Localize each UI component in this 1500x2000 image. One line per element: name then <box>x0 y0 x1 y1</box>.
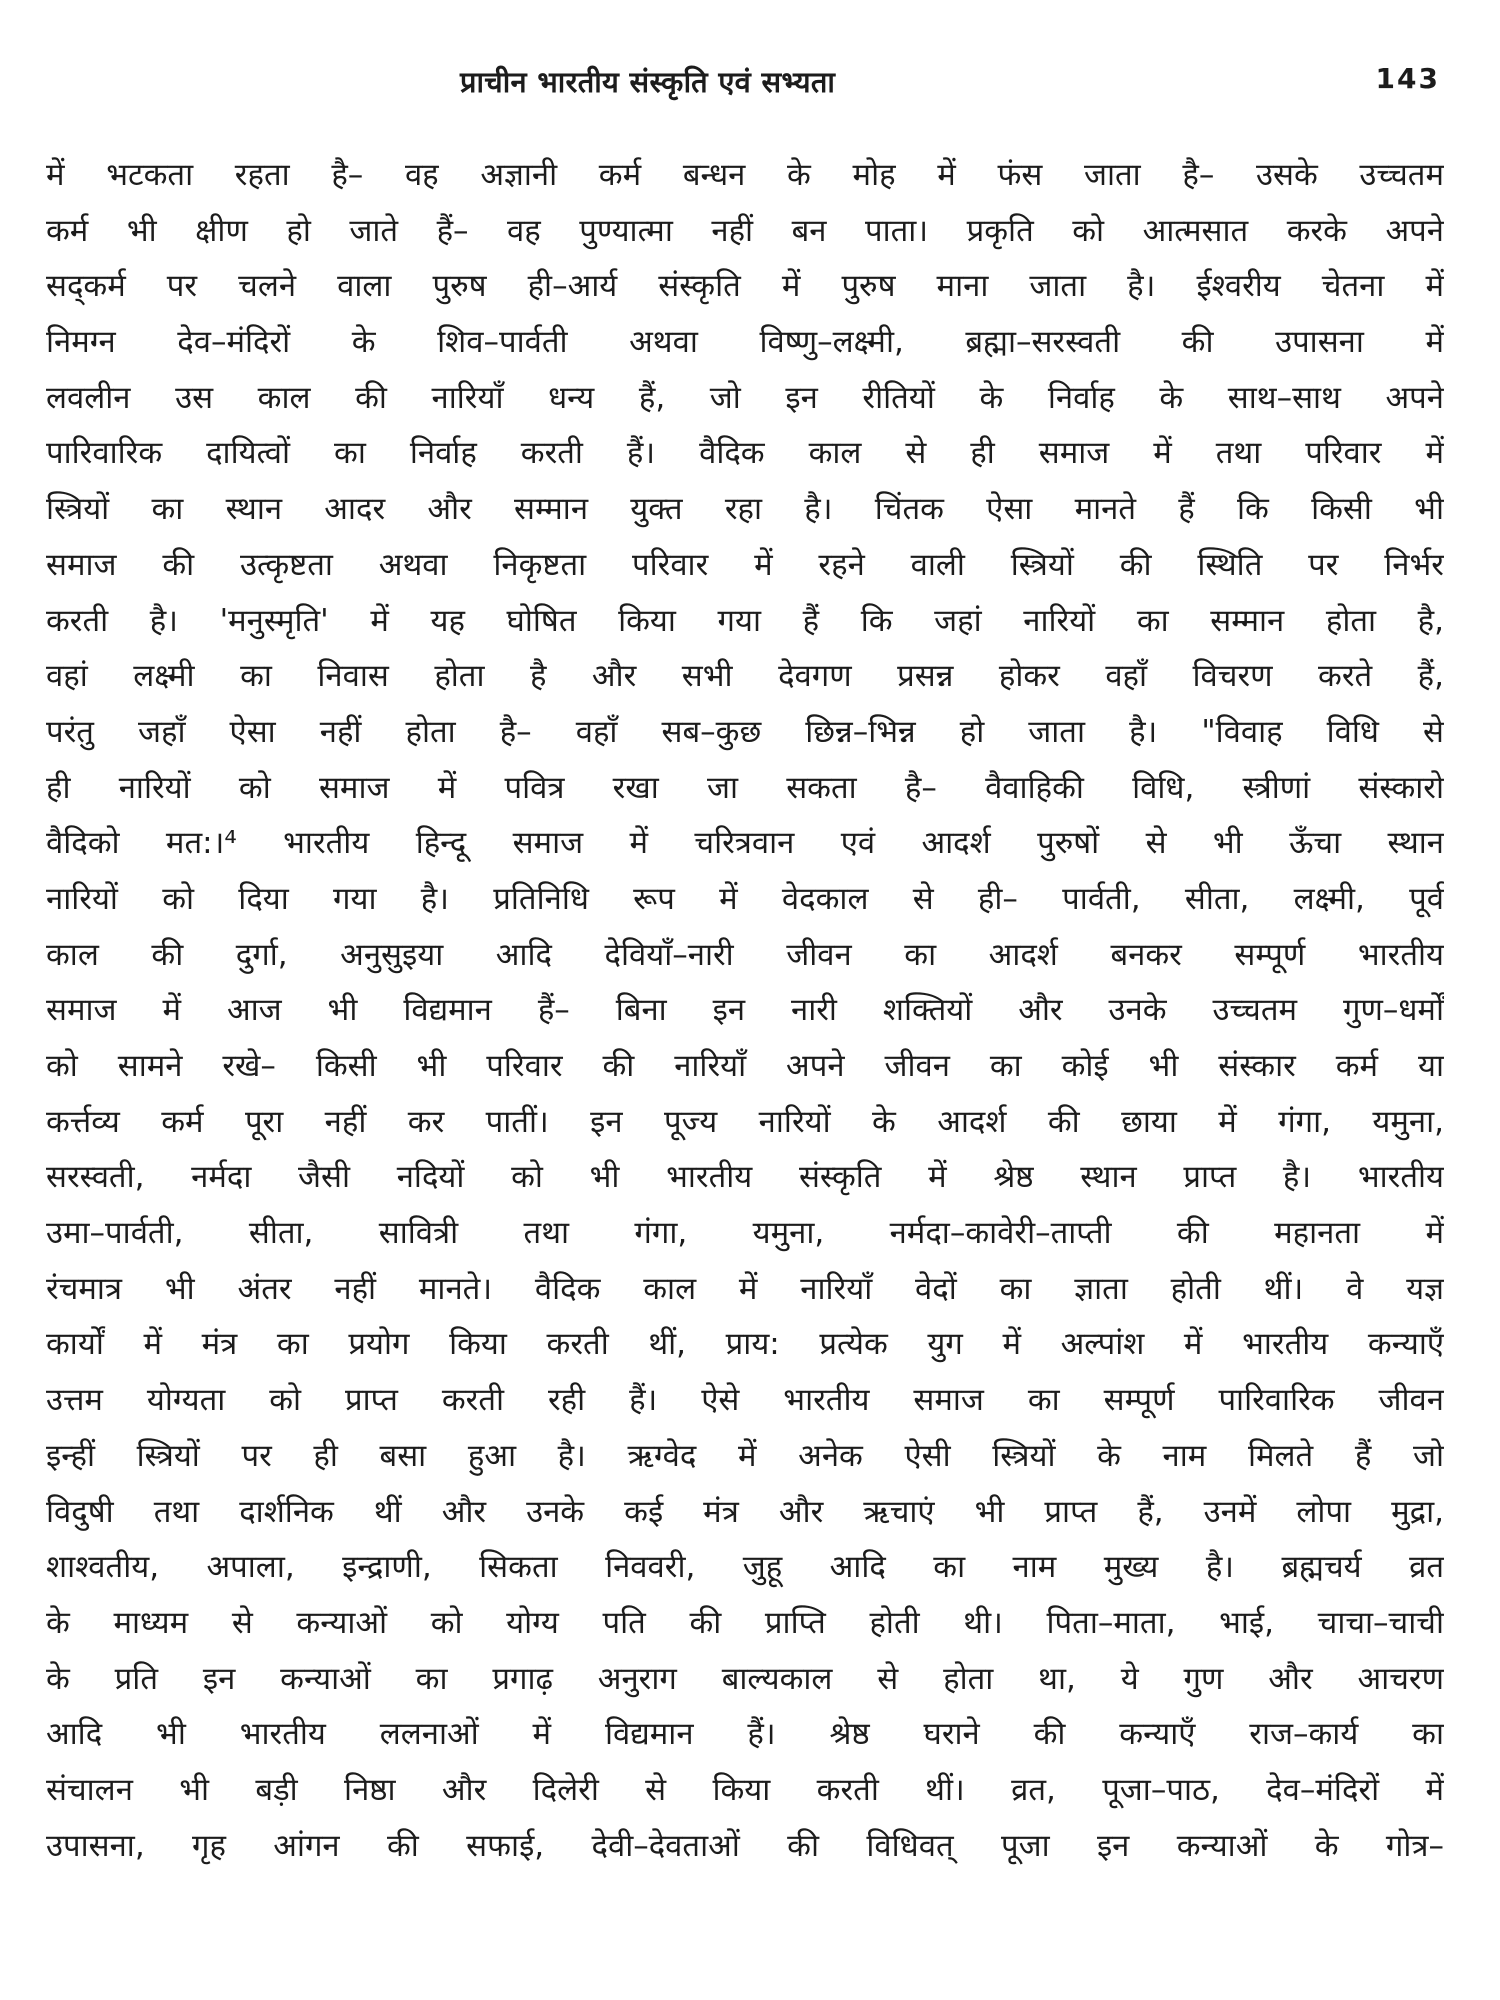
text-line: समाज की उत्कृष्टता अथवा निकृष्टता परिवार में रहने वाली स्त्रियों की स्थिति पर निर्भर <box>46 546 1444 583</box>
text-line: उपासना, गृह आंगन की सफाई, देवी–देवताओं की विधिवत् पूजा इन कन्याओं के गोत्र– <box>46 1827 1444 1864</box>
text-line: के प्रति इन कन्याओं का प्रगाढ़ अनुराग बाल्यकाल से होता था, ये गुण और आचरण <box>46 1660 1444 1697</box>
page-number: 143 <box>1375 62 1440 95</box>
text-line: समाज में आज भी विद्यमान हैं– बिना इन नारी शक्तियों और उनके उच्चतम गुण–धर्मों <box>46 992 1444 1029</box>
text-line: आदि भी भारतीय ललनाओं में विद्यमान हैं। श्रेष्ठ घराने की कन्याएँ राज–कार्य का <box>46 1716 1444 1753</box>
text-line: शाश्वतीय, अपाला, इन्द्राणी, सिकता निववरी, जुहू आदि का नाम मुख्य है। ब्रह्मचर्य व्रत <box>46 1549 1444 1586</box>
text-line: कर्म भी क्षीण हो जाते हैं– वह पुण्यात्मा नहीं बन पाता। प्रकृति को आत्मसात करके अपने <box>46 212 1444 249</box>
text-line: करती है। 'मनुस्मृति' में यह घोषित किया गया हैं कि जहां नारियों का सम्मान होता है, <box>46 602 1444 639</box>
text-line: कार्यों में मंत्र का प्रयोग किया करती थीं, प्राय: प्रत्येक युग में अल्पांश में भारतीय कन्याएँ <box>46 1326 1444 1363</box>
text-line: सरस्वती, नर्मदा जैसी नदियों को भी भारतीय संस्कृति में श्रेष्ठ स्थान प्राप्त है। भारतीय <box>46 1159 1444 1196</box>
text-line: वैदिको मत:।⁴ भारतीय हिन्दू समाज में चरित्रवान एवं आदर्श पुरुषों से भी ऊँचा स्थान <box>46 825 1444 862</box>
running-header <box>0 62 1500 102</box>
text-line: नारियों को दिया गया है। प्रतिनिधि रूप में वेदकाल से ही– पार्वती, सीता, लक्ष्मी, पूर्व <box>46 880 1444 917</box>
text-line: उमा–पार्वती, सीता, सावित्री तथा गंगा, यमुना, नर्मदा–कावेरी–ताप्ती की महानता में <box>46 1215 1444 1252</box>
text-line: निमग्न देव–मंदिरों के शिव–पार्वती अथवा विष्णु–लक्ष्मी, ब्रह्मा–सरस्वती की उपासना में <box>46 324 1444 361</box>
text-line: परंतु जहाँ ऐसा नहीं होता है– वहाँ सब–कुछ छिन्न–भिन्न हो जाता है। "विवाह विधि से <box>46 713 1444 750</box>
text-line: ही नारियों को समाज में पवित्र रखा जा सकता है– वैवाहिकी विधि, स्त्रीणां संस्कारो <box>46 769 1444 806</box>
text-line: सद्कर्म पर चलने वाला पुरुष ही–आर्य संस्कृति में पुरुष माना जाता है। ईश्वरीय चेतना में <box>46 268 1444 305</box>
text-line: इन्हीं स्त्रियों पर ही बसा हुआ है। ऋग्वेद में अनेक ऐसी स्त्रियों के नाम मिलते हैं जो <box>46 1437 1444 1474</box>
body-paragraph <box>46 148 1444 1874</box>
text-line: वहां लक्ष्मी का निवास होता है और सभी देवगण प्रसन्न होकर वहाँ विचरण करते हैं, <box>46 658 1444 695</box>
text-line: विदुषी तथा दार्शनिक थीं और उनके कई मंत्र और ऋचाएं भी प्राप्त हैं, उनमें लोपा मुद्रा, <box>46 1493 1444 1530</box>
text-line: में भटकता रहता है– वह अज्ञानी कर्म बन्धन के मोह में फंस जाता है– उसके उच्चतम <box>46 157 1444 193</box>
text-line: कर्त्तव्य कर्म पूरा नहीं कर पातीं। इन पूज्य नारियों के आदर्श की छाया में गंगा, यमुना, <box>46 1103 1444 1140</box>
text-line: रंचमात्र भी अंतर नहीं मानते। वैदिक काल में नारियाँ वेदों का ज्ञाता होती थीं। वे यज्ञ <box>46 1270 1444 1307</box>
text-line: लवलीन उस काल की नारियाँ धन्य हैं, जो इन रीतियों के निर्वाह के साथ–साथ अपने <box>46 379 1444 416</box>
text-line: काल की दुर्गा, अनुसुइया आदि देवियाँ–नारी जीवन का आदर्श बनकर सम्पूर्ण भारतीय <box>46 936 1444 973</box>
text-line: के माध्यम से कन्याओं को योग्य पति की प्राप्ति होती थी। पिता–माता, भाई, चाचा–चाची <box>46 1604 1444 1641</box>
text-line: स्त्रियों का स्थान आदर और सम्मान युक्त रहा है। चिंतक ऐसा मानते हैं कि किसी भी <box>46 491 1444 528</box>
text-line: पारिवारिक दायित्वों का निर्वाह करती हैं। वैदिक काल से ही समाज में तथा परिवार में <box>46 435 1444 472</box>
text-line: को सामने रखे– किसी भी परिवार की नारियाँ अपने जीवन का कोई भी संस्कार कर्म या <box>46 1048 1444 1084</box>
text-line: उत्तम योग्यता को प्राप्त करती रही हैं। ऐसे भारतीय समाज का सम्पूर्ण पारिवारिक जीवन <box>46 1382 1444 1419</box>
running-title: प्राचीन भारतीय संस्कृति एवं सभ्यता <box>460 65 836 99</box>
text-line: संचालन भी बड़ी निष्ठा और दिलेरी से किया करती थीं। व्रत, पूजा–पाठ, देव–मंदिरों में <box>46 1771 1444 1808</box>
